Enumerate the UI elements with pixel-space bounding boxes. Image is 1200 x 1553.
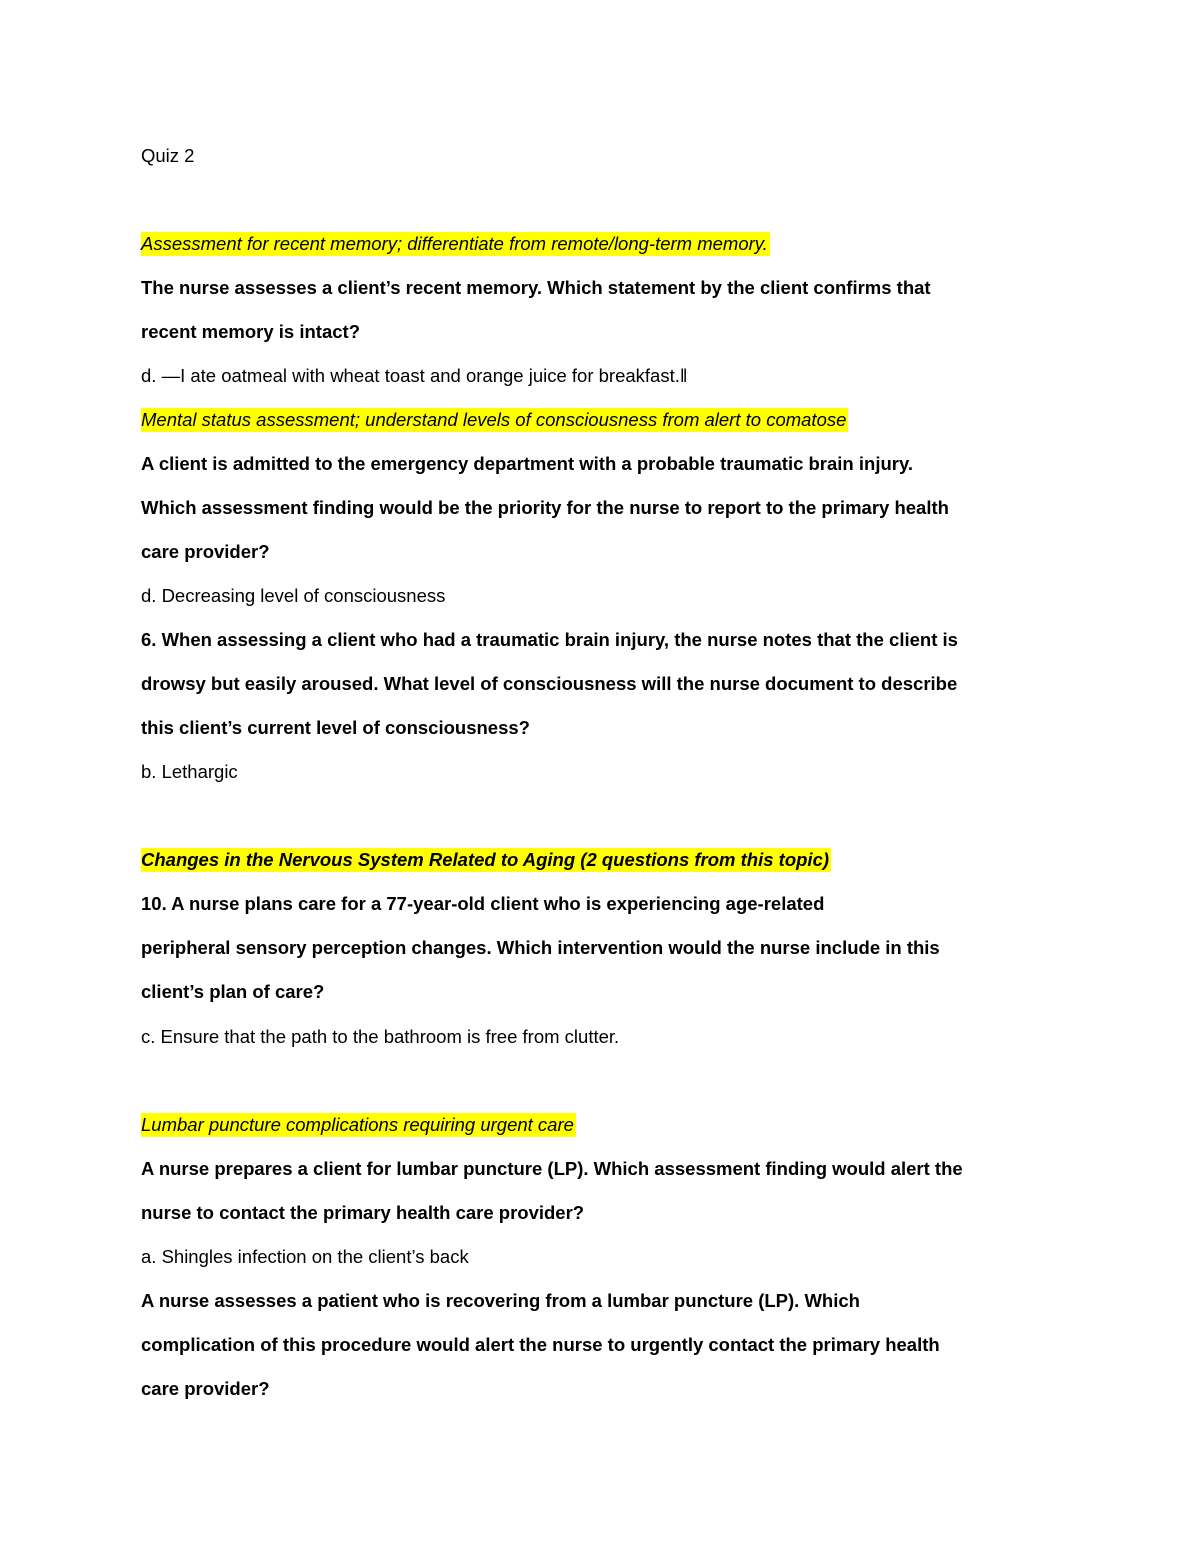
answer-text: d. Decreasing level of consciousness: [141, 585, 446, 606]
answer-text: a. Shingles infection on the client’s back: [141, 1246, 469, 1267]
answer-text: c. Ensure that the path to the bathroom is free from clutter.: [141, 1026, 620, 1047]
answer-text: b. Lethargic: [141, 761, 238, 782]
question-text: A nurse assesses a patient who is recovering from a lumbar puncture (LP). Which: [141, 1290, 860, 1311]
question-text: care provider?: [141, 1378, 270, 1399]
topic-heading: Lumbar puncture complications requiring urgent care: [141, 1114, 574, 1135]
question-text: Which assessment finding would be the priority for the nurse to report to the primary health: [141, 497, 949, 518]
question-text: this client’s current level of consciousness?: [141, 717, 530, 738]
question-text: recent memory is intact?: [141, 321, 360, 342]
topic-heading: Assessment for recent memory; differentiate from remote/long-term memory.: [141, 233, 768, 254]
question-text: nurse to contact the primary health care provider?: [141, 1202, 585, 1223]
topic-heading: Changes in the Nervous System Related to Aging (2 questions from this topic): [141, 849, 830, 870]
question-text: peripheral sensory perception changes. Which intervention would the nurse include in this: [141, 937, 940, 958]
question-text: client’s plan of care?: [141, 981, 325, 1002]
page-title: Quiz 2: [141, 145, 195, 166]
question-text: 6. When assessing a client who had a traumatic brain injury, the nurse notes that the client is: [141, 629, 958, 650]
question-text: complication of this procedure would alert the nurse to urgently contact the primary health: [141, 1334, 940, 1355]
question-text: A client is admitted to the emergency department with a probable traumatic brain injury.: [141, 453, 914, 474]
question-text: care provider?: [141, 541, 270, 562]
topic-heading: Mental status assessment; understand levels of consciousness from alert to comatose: [141, 409, 847, 430]
question-text: The nurse assesses a client’s recent memory. Which statement by the client confirms that: [141, 277, 931, 298]
question-text: A nurse prepares a client for lumbar puncture (LP). Which assessment finding would alert the: [141, 1158, 963, 1179]
question-text: drowsy but easily aroused. What level of consciousness will the nurse document to describe: [141, 673, 958, 694]
question-text: 10. A nurse plans care for a 77-year-old client who is experiencing age-related: [141, 893, 825, 914]
answer-text: d. —I ate oatmeal with wheat toast and orange juice for breakfast.‖: [141, 365, 688, 386]
